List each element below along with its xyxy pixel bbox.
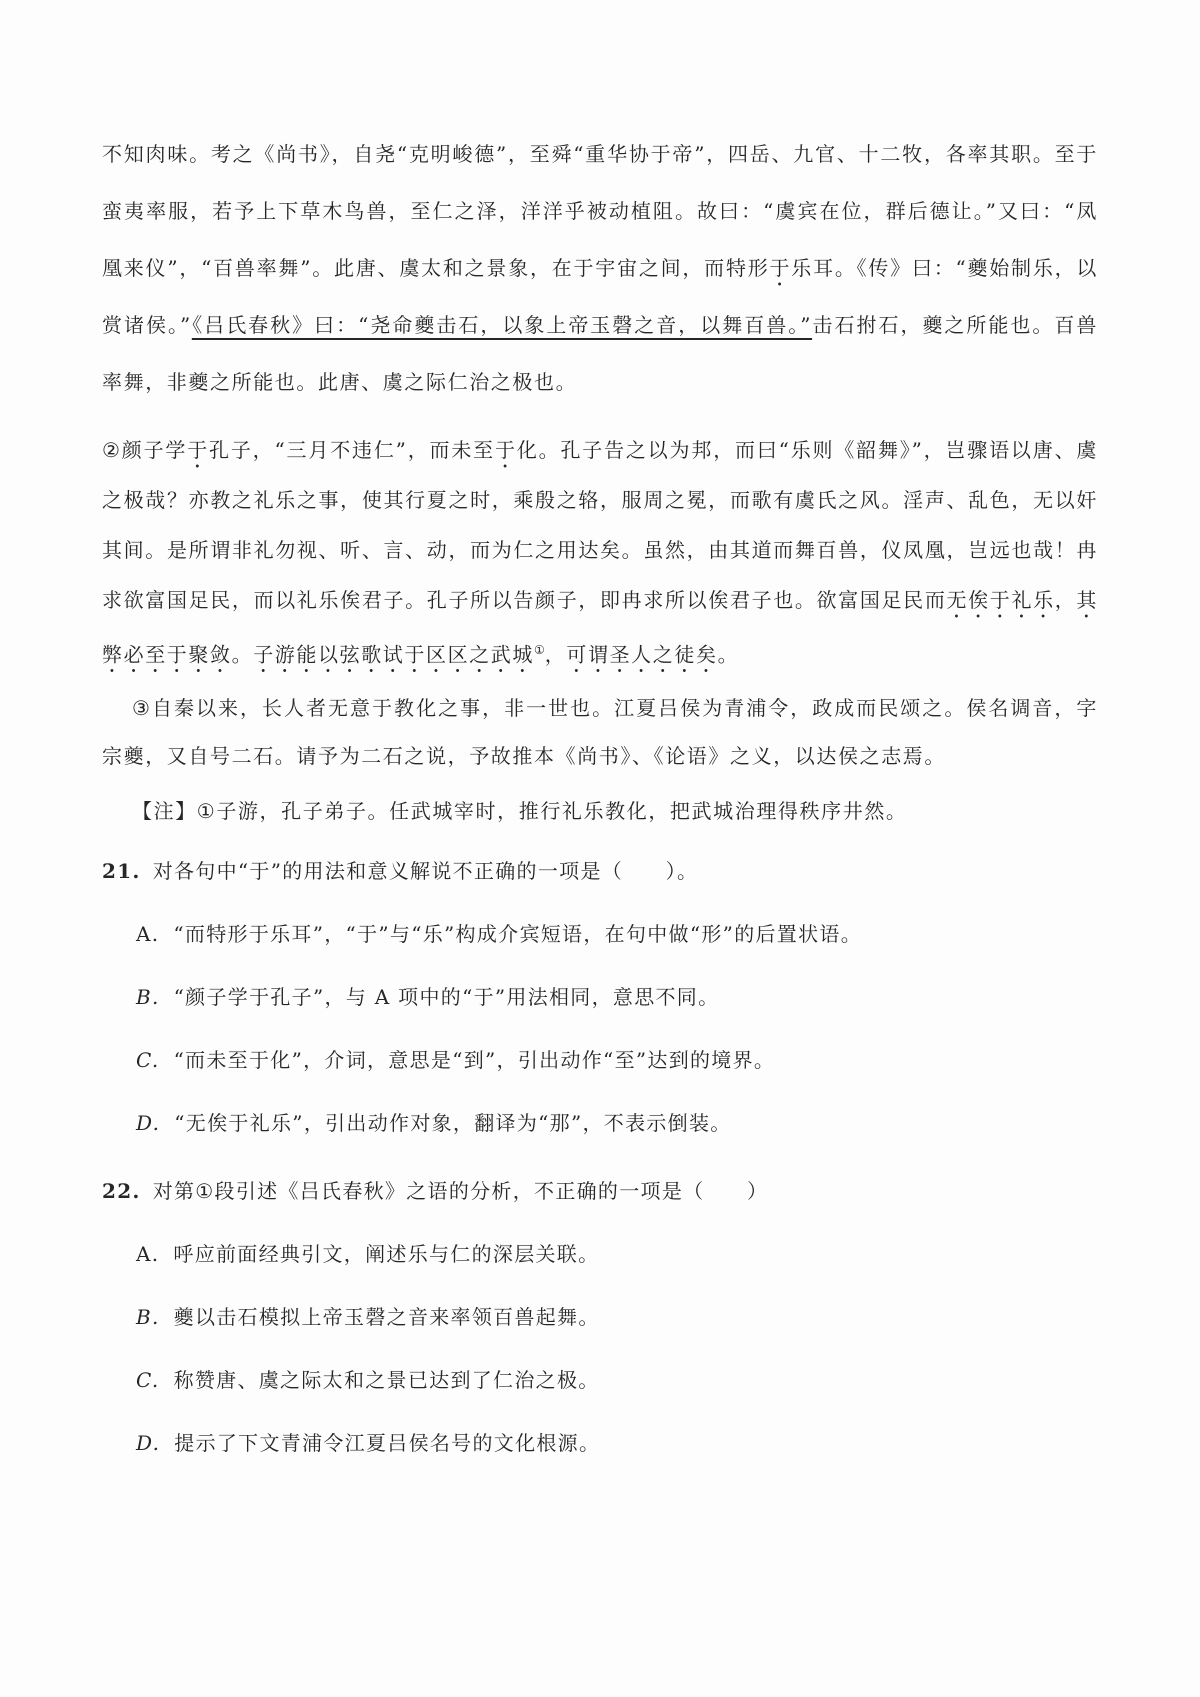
question-21-option-b [102, 982, 1098, 1012]
question-22-option-b-letter: B. [136, 1304, 160, 1329]
question-22-option-b [102, 1302, 1098, 1332]
passage-paragraph-2: ②颜子学于孔子，“三月不违仁”，而未至于化。孔子告之以为邦，而曰“乐则《韶舞》”，岂骤语以唐、虞之极哉？亦教之礼乐之事，使其行夏之时，乘殷之辂，服周之冕，而歌有虞氏之风。淫声、乱色，无以奸其间。是所谓非礼勿视、听、言、动，而为仁之用达矣。虽然，由其道而舞百兽，仪凤凰，岂远也哉！冉求欲富国足民，而以礼乐俟君子。孔子所以告颜子，即冉求所以俟君子也。欲富国足民而无俟于礼乐，其弊必至于聚敛。子游能以弦歌试于区区之武城①，可谓圣人之徒矣。 [102, 438, 1099, 667]
question-21-options [102, 919, 1098, 1138]
question-21-number: 21. [102, 858, 141, 883]
question-22-text: 对第①段引述《吕氏春秋》之语的分析，不正确的一项是（ ） [152, 1178, 769, 1203]
question-21-option-d-text: “无俟于礼乐”，引出动作对象，翻译为“那”，不表示倒装。 [174, 1110, 732, 1135]
question-22-stem [102, 1176, 1098, 1206]
question-22-option-d [102, 1428, 1098, 1458]
passage-note: 【注】①子游，孔子弟子。任武城宰时，推行礼乐教化，把武城治理得秩序井然。 [132, 798, 908, 823]
question-21-option-b-letter: B. [136, 984, 160, 1009]
question-22-option-c-letter: C. [136, 1367, 160, 1392]
passage-paragraph-3: ③自秦以来，长人者无意于教化之事，非一世也。江夏吕侯为青浦令，政成而民颂之。侯名调音，字宗夔，又自号二石。请予为二石之说，予故推本《尚书》、《论语》之义，以达侯之志焉。 [102, 695, 1098, 768]
question-22-option-a-text: 呼应前面经典引文，阐述乐与仁的深层关联。 [173, 1241, 600, 1266]
question-22-option-a [102, 1239, 1098, 1269]
question-21-option-d [102, 1108, 1098, 1138]
question-22-option-c-text: 称赞唐、虞之际太和之景已达到了仁治之极。 [173, 1367, 600, 1392]
question-21 [102, 856, 1098, 1138]
question-21-text: 对各句中“于”的用法和意义解说不正确的一项是（ ）。 [152, 858, 699, 883]
question-21-option-c-letter: C. [136, 1047, 160, 1072]
question-21-stem [102, 856, 1098, 886]
question-22-option-a-letter: A. [136, 1241, 160, 1266]
question-22-option-d-letter: D. [136, 1430, 161, 1455]
question-22 [102, 1176, 1098, 1458]
question-22-options [102, 1239, 1098, 1458]
question-21-option-c [102, 1045, 1098, 1075]
reading-passage [102, 126, 1098, 826]
question-22-option-c [102, 1365, 1098, 1395]
question-21-option-c-text: “而未至于化”，介词，意思是“到”，引出动作“至”达到的境界。 [173, 1047, 776, 1072]
question-21-option-b-text: “颜子学于孔子”，与 A 项中的“于”用法相同，意思不同。 [173, 984, 720, 1009]
question-22-option-d-text: 提示了下文青浦令江夏吕侯名号的文化根源。 [174, 1430, 601, 1455]
question-22-number: 22. [102, 1178, 141, 1203]
question-22-option-b-text: 夔以击石模拟上帝玉磬之音来率领百兽起舞。 [173, 1304, 600, 1329]
passage-paragraph-1: 不知肉味。考之《尚书》，自尧“克明峻德”，至舜“重华协于帝”，四岳、九官、十二牧，各率其职。至于蛮夷率服，若予上下草木鸟兽，至仁之泽，洋洋乎被动植阻。故曰：“虞宾在位，群后德让。”又曰：“凤凰来仪”，“百兽率舞”。此唐、虞太和之景象，在于宇宙之间，而特形于乐耳。《传》曰：“夔始制乐，以赏诸侯。”《吕氏春秋》曰：“尧命夔击石，以象上帝玉磬之音，以舞百兽。”击石拊石，夔之所能也。百兽率舞，非夔之所能也。此唐、虞之际仁治之极也。 [102, 142, 1098, 394]
question-21-option-a-text: “而特形于乐耳”，“于”与“乐”构成介宾短语，在句中做“形”的后置状语。 [173, 921, 863, 946]
question-21-option-d-letter: D. [136, 1110, 161, 1135]
question-21-option-a [102, 919, 1098, 949]
question-21-option-a-letter: A. [136, 921, 160, 946]
